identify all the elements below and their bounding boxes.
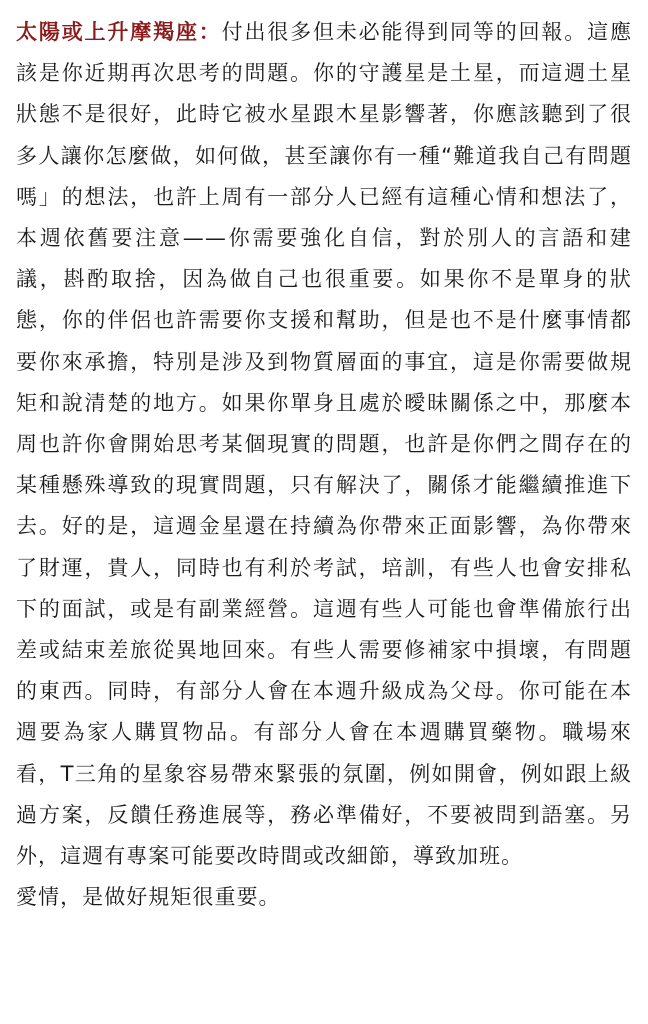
paragraph-body: 付出很多但未必能得到同等的回報。這應該是你近期再次思考的問題。你的守護星是土星，而這週土星狀態不是很好，此時它被水星跟木星影響著，你應該聽到了很多人讓你怎麼做，如何做，甚至讓你有一種“難道我自己有問題嗎」的想法，也許上周有一部分人已經有這種心情和想法了，本週依舊要注意——你需要強化自信，對於別人的言語和建議，斟酌取捨，因為做自己也很重要。如果你不是單身的狀態，你的伴侶也許需要你支援和幫助，但是也不是什麼事情都要你來承擔，特別是涉及到物質層面的事宜，這是你需要做規矩和說清楚的地方。如果你單身且處於曖昧關係之中，那麼本周也許你會開始思考某個現實的問題，也許是你們之間存在的某種懸殊導致的現實問題，只有解決了，關係才能繼續推進下去。好的是，這週金星還在持續為你帶來正面影響，為你帶來了財運，貴人，同時也有利於考試，培訓，有些人也會安排私下的面試，或是有副業經營。這週有些人可能也會準備旅行出差或結束差旅從異地回來。有些人需要修補家中損壞，有問題的東西。同時，有部分人會在本週升級成為父母。你可能在本週要為家人購買物品。有部分人會在本週購買藥物。職場來看，T三角的星象容易帶來緊張的氛圍，例如開會，例如跟上級過方案，反饋任務進展等，務必準備好，不要被問到語塞。另外，這週有專案可能要改時間或改細節，導致加班。 [16,20,633,869]
main-paragraph [16,12,632,877]
sign-heading: 太陽或上升摩羯座： [16,20,222,44]
closing-line: 愛情，是做好規矩很重要。 [16,885,281,910]
